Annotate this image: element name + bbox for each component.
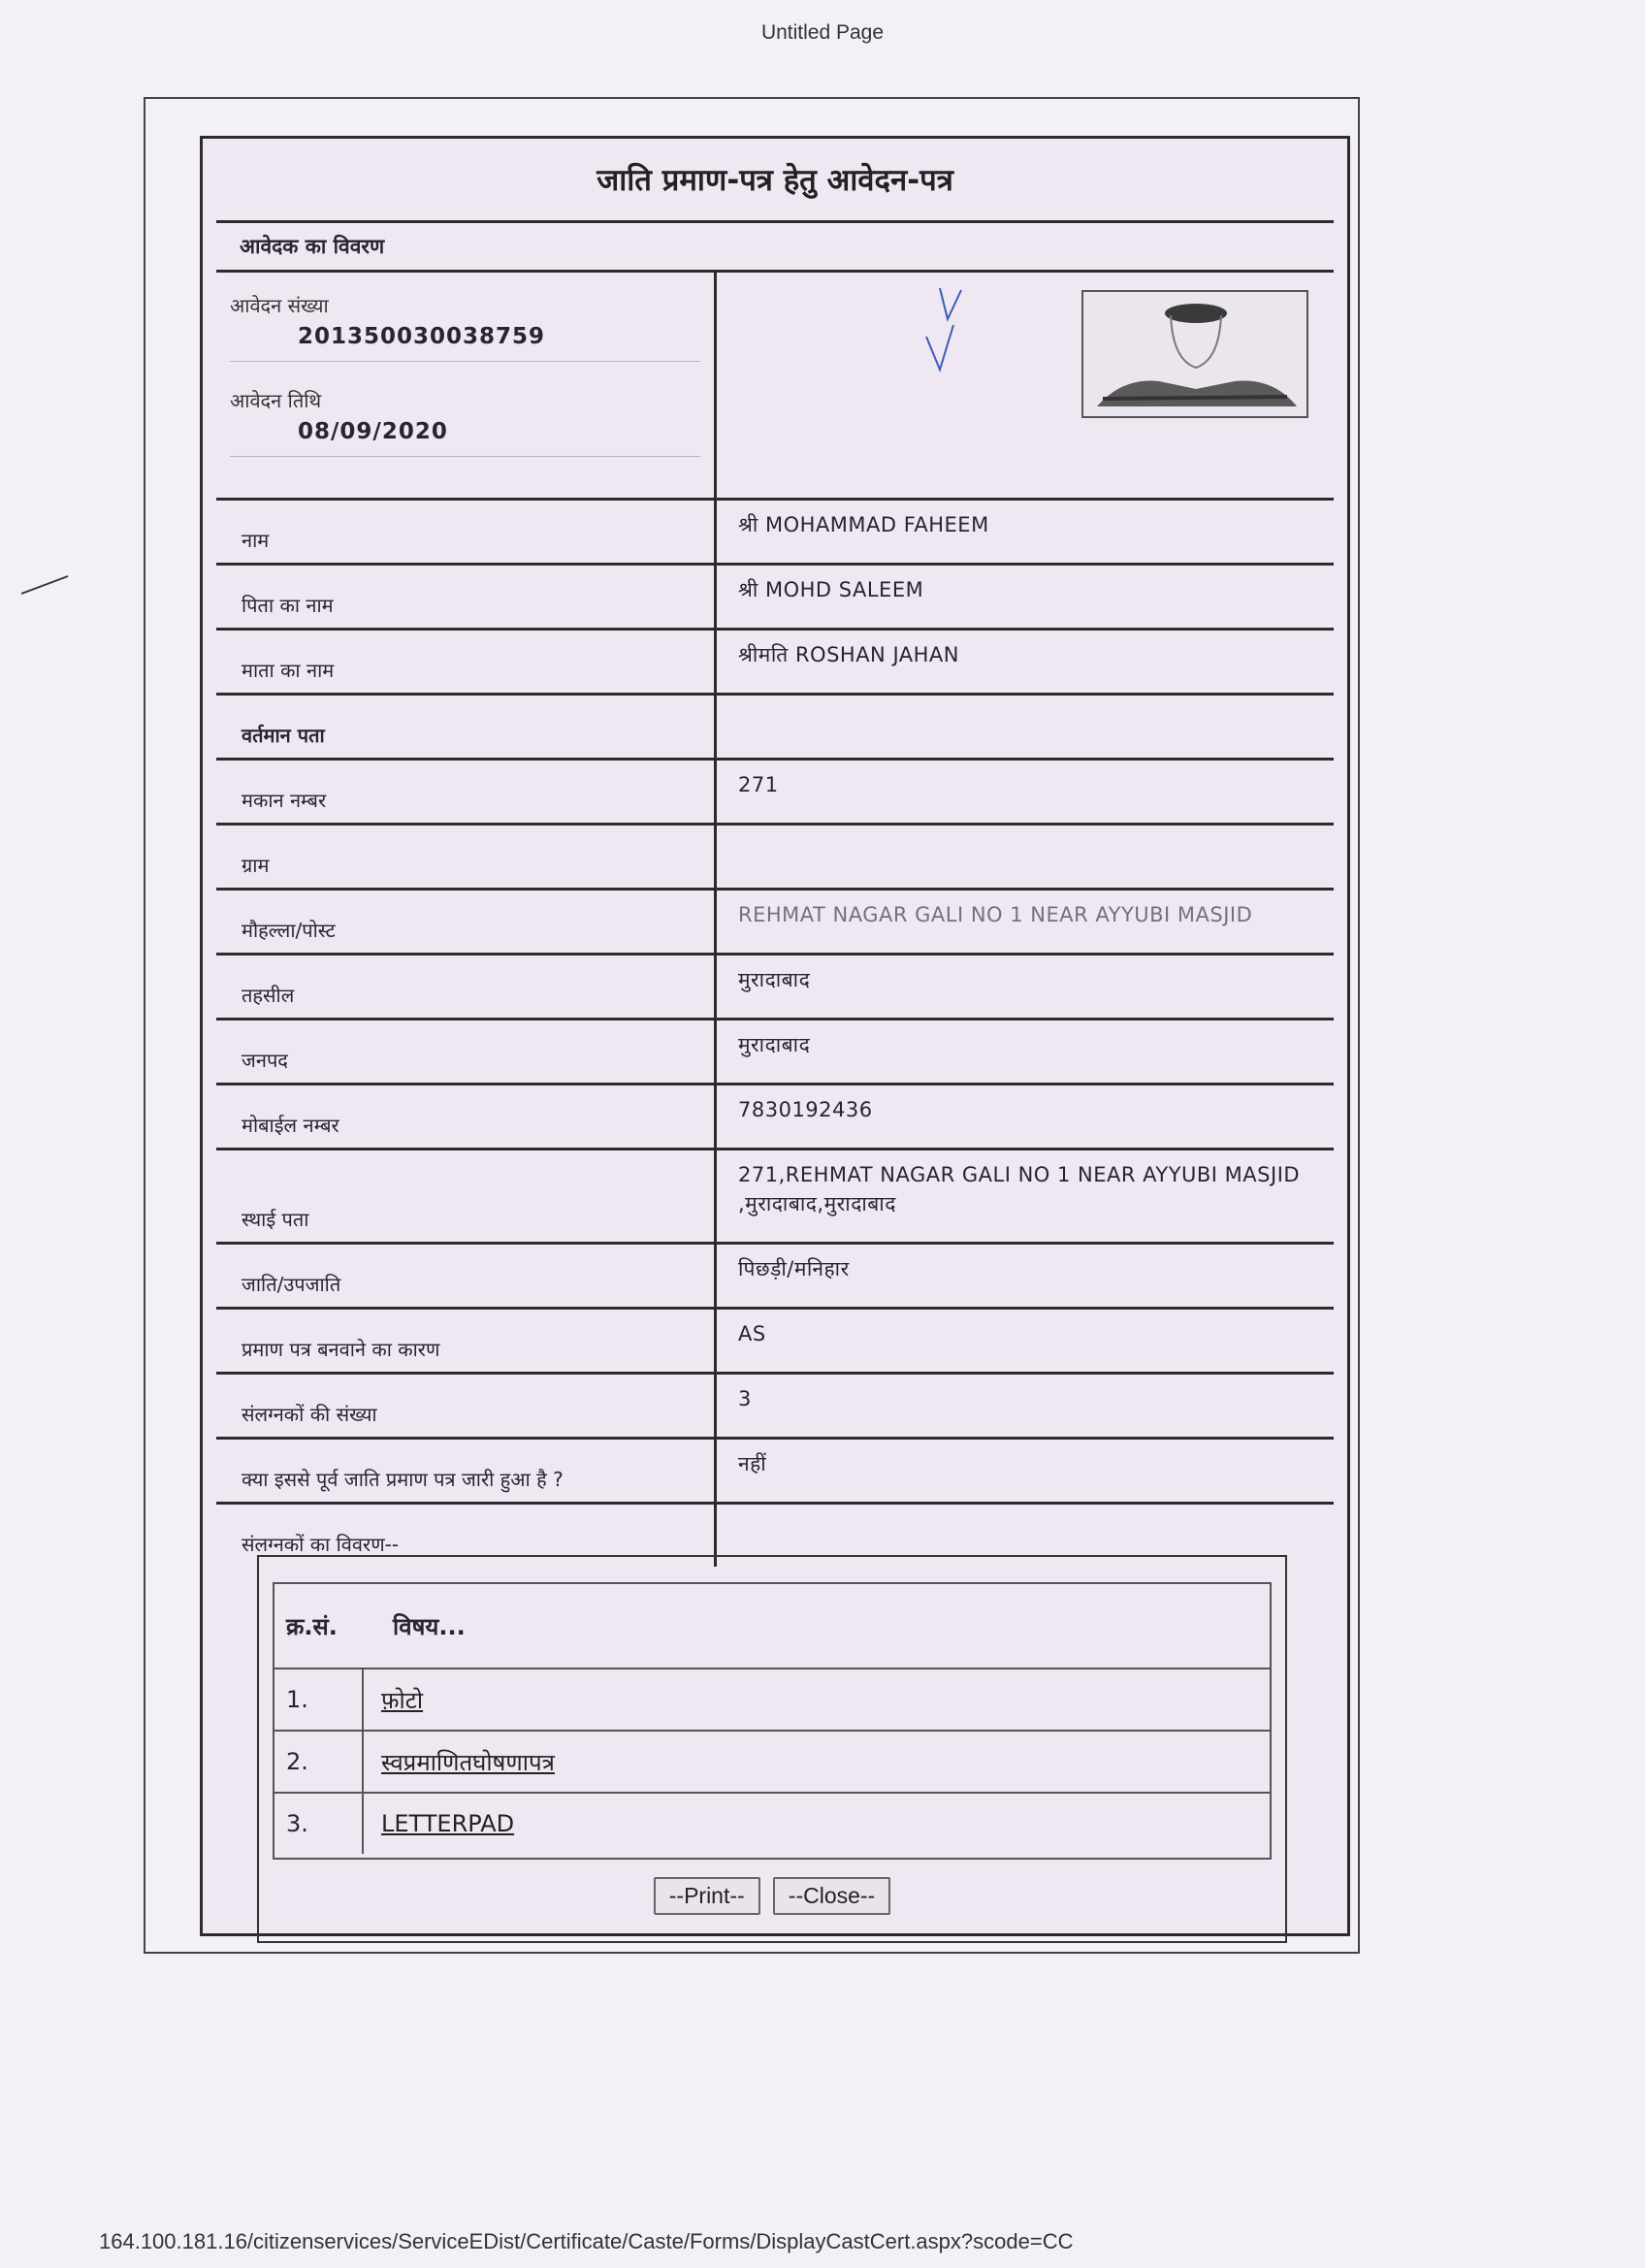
table-row: [216, 1440, 1334, 1505]
table-row: [216, 826, 1334, 891]
field-value: [717, 826, 1334, 888]
application-date: [230, 379, 700, 457]
form-title: जाति प्रमाण-पत्र हेतु आवेदन-पत्र: [216, 139, 1334, 223]
field-label: तहसील: [216, 956, 717, 1018]
field-label: संलग्नकों का विवरण--: [216, 1505, 717, 1567]
attachment-subject-cell: [364, 1810, 514, 1837]
application-date-value: 08/09/2020: [298, 419, 448, 444]
field-label: स्थाई पता: [216, 1150, 717, 1242]
field-label: मकान नम्बर: [216, 761, 717, 823]
field-value: REHMAT NAGAR GALI NO 1 NEAR AYYUBI MASJID: [738, 903, 1253, 926]
action-buttons: [259, 1877, 1285, 1915]
field-label: माता का नाम: [216, 631, 717, 693]
col-subject: विषय...: [393, 1612, 466, 1640]
field-value: AS: [738, 1322, 766, 1345]
application-form: [200, 136, 1350, 1936]
field-label: जाति/उपजाति: [216, 1245, 717, 1307]
details-table: [216, 501, 1334, 1567]
field-value: 271,REHMAT NAGAR GALI NO 1 NEAR AYYUBI MASJID ,मुरादाबाद,मुरादाबाद: [738, 1163, 1301, 1215]
application-info: [216, 273, 717, 498]
table-row: [216, 696, 1334, 761]
attachment-subject-cell: [364, 1684, 423, 1716]
table-row: [216, 761, 1334, 826]
print-button[interactable]: --Print--: [654, 1877, 760, 1915]
attachment-link[interactable]: स्वप्रमाणितघोषणापत्र: [381, 1748, 555, 1776]
page-title: Untitled Page: [760, 21, 885, 44]
field-value: श्री MOHAMMAD FAHEEM: [738, 513, 989, 536]
table-row: [216, 501, 1334, 566]
applicant-photo: [1081, 290, 1308, 418]
table-row: [216, 1021, 1334, 1085]
photo-area: [717, 273, 1334, 498]
field-label: मोबाईल नम्बर: [216, 1085, 717, 1148]
field-label: वर्तमान पता: [216, 696, 717, 758]
portrait-icon: [1083, 292, 1306, 416]
attachment-subject-cell: [364, 1746, 555, 1778]
attachments-table: [273, 1582, 1272, 1860]
field-value: श्री MOHD SALEEM: [738, 578, 924, 601]
application-number-value: 201350030038759: [298, 324, 546, 349]
field-value: 3: [738, 1387, 752, 1410]
attachment-row: [274, 1792, 1270, 1854]
field-label: प्रमाण पत्र बनवाने का कारण: [216, 1310, 717, 1372]
table-row: [216, 956, 1334, 1021]
table-row: [216, 1085, 1334, 1150]
attachment-row: [274, 1668, 1270, 1730]
field-value: 7830192436: [738, 1098, 873, 1121]
attachment-serial: 2.: [274, 1732, 364, 1792]
attachment-serial: 1.: [274, 1669, 364, 1730]
tick-mark-icon: [911, 282, 979, 379]
field-label: ग्राम: [216, 826, 717, 888]
table-row: [216, 891, 1334, 956]
field-value: [717, 696, 1334, 758]
attachments-header: [274, 1584, 1270, 1668]
application-date-label: आवेदन तिथि: [230, 389, 322, 412]
table-row: [216, 1150, 1334, 1245]
field-value: मुरादाबाद: [738, 1033, 811, 1056]
close-button[interactable]: --Close--: [773, 1877, 890, 1915]
field-label: पिता का नाम: [216, 566, 717, 628]
table-row: [216, 1310, 1334, 1375]
field-value: पिछड़ी/मनिहार: [738, 1257, 850, 1280]
field-value: मुरादाबाद: [738, 968, 811, 991]
pen-mark-icon: [19, 574, 70, 596]
page-url: 164.100.181.16/citizenservices/ServiceEDist/Certificate/Caste/Forms/DisplayCastCert.aspx?scode=CC: [99, 2229, 1074, 2253]
field-value: 271: [738, 773, 779, 796]
application-number: [230, 284, 700, 362]
table-row: [216, 1375, 1334, 1440]
table-row: [216, 566, 1334, 631]
table-row: [216, 1245, 1334, 1310]
field-value: नहीं: [738, 1452, 767, 1475]
application-info-block: [216, 273, 1334, 501]
field-label: क्या इससे पूर्व जाति प्रमाण पत्र जारी हुआ है ?: [216, 1440, 717, 1502]
table-row: [216, 631, 1334, 696]
attachment-serial: 3.: [274, 1794, 364, 1854]
col-serial-no: क्र.सं.: [286, 1612, 338, 1640]
application-number-label: आवेदन संख्या: [230, 294, 329, 317]
attachment-link[interactable]: LETTERPAD: [381, 1810, 515, 1837]
attachment-link[interactable]: फ़ोटो: [381, 1686, 424, 1714]
field-label: जनपद: [216, 1021, 717, 1083]
field-label: नाम: [216, 501, 717, 563]
field-value: श्रीमति ROSHAN JAHAN: [738, 643, 959, 666]
field-label: मौहल्ला/पोस्ट: [216, 891, 717, 953]
attachments-panel: [257, 1555, 1287, 1943]
section-applicant-details: आवेदक का विवरण: [216, 223, 1334, 273]
field-label: संलग्नकों की संख्या: [216, 1375, 717, 1437]
attachment-row: [274, 1730, 1270, 1792]
